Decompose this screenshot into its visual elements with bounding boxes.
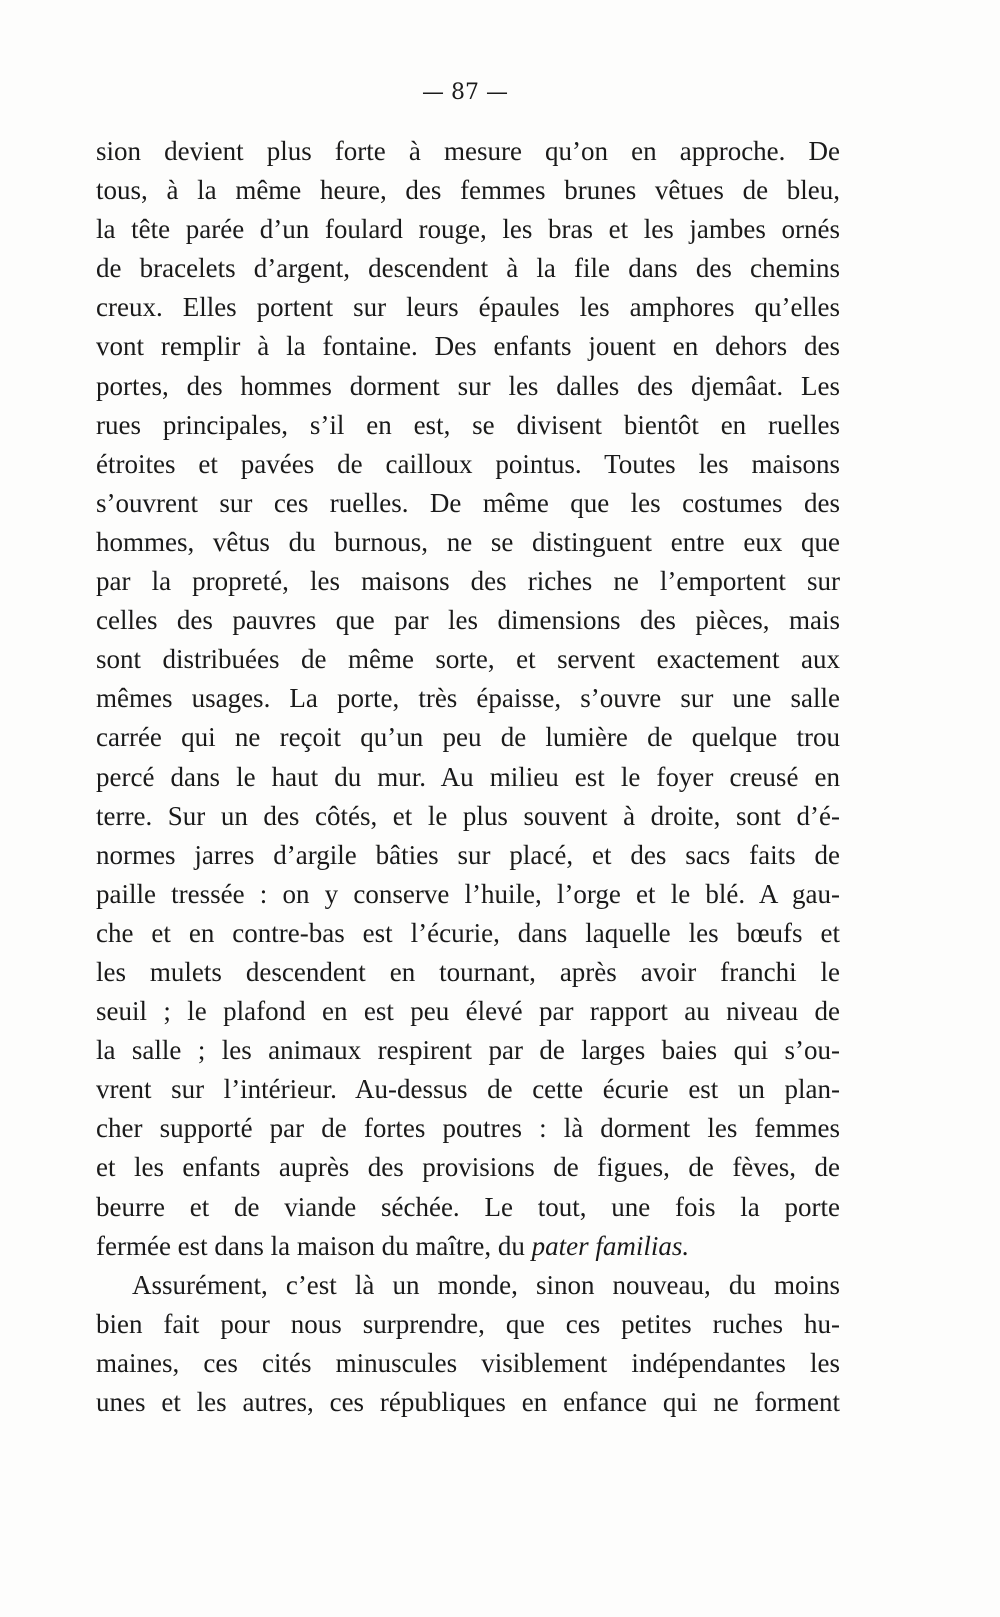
italic-phrase: pater familias.	[531, 1230, 690, 1261]
text-line: cher supporté par de fortes poutres : là dorment les femmes	[96, 1113, 840, 1144]
text-line: hommes, vêtus du burnous, ne se distinguent entre eux que	[96, 526, 840, 557]
text-line: sion devient plus forte à mesure qu’on en approche. De	[96, 136, 840, 166]
text-line: portes, des hommes dorment sur les dalles des djemâat. Les	[96, 370, 840, 401]
text-line: la tête parée d’un foulard rouge, les bras et les jambes ornés	[96, 214, 840, 245]
text-line: normes jarres d’argile bâties sur placé, et des sacs faits de	[96, 839, 840, 870]
text-fragment: fermée est dans la maison du maître, du	[96, 1230, 532, 1261]
text-line: vrent sur l’intérieur. Au-dessus de cette écurie est un plan-	[96, 1074, 840, 1105]
text-line: seuil ; le plafond en est peu élevé par rapport au niveau de	[96, 996, 840, 1027]
text-line: unes et les autres, ces républiques en enfance qui ne forment	[96, 1387, 840, 1417]
text-line: vont remplir à la fontaine. Des enfants jouent en dehors des	[96, 331, 840, 362]
text-line: carrée qui ne reçoit qu’un peu de lumière de quelque trou	[96, 722, 840, 753]
text-line	[96, 1227, 840, 1266]
text-line: Assurément, c’est là un monde, sinon nouveau, du moins	[132, 1269, 840, 1300]
text-line: et les enfants auprès des provisions de figues, de fèves, de	[96, 1152, 840, 1183]
text-line: s’ouvrent sur ces ruelles. De même que les costumes des	[96, 487, 840, 518]
text-line: de bracelets d’argent, descendent à la file dans des chemins	[96, 253, 840, 284]
text-line: paille tressée : on y conserve l’huile, l’orge et le blé. A gau-	[96, 878, 840, 909]
text-line: rues principales, s’il en est, se divisent bientôt en ruelles	[96, 409, 840, 440]
text-line: percé dans le haut du mur. Au milieu est le foyer creusé en	[96, 761, 840, 792]
text-line: les mulets descendent en tournant, après avoir franchi le	[96, 956, 840, 987]
text-line: terre. Sur un des côtés, et le plus souvent à droite, sont d’é-	[96, 800, 840, 831]
body-text	[96, 132, 840, 1422]
text-line: che et en contre-bas est l’écurie, dans laquelle les bœufs et	[96, 917, 840, 948]
text-line: par la propreté, les maisons des riches ne l’emportent sur	[96, 566, 840, 597]
page-number: — 87 —	[422, 80, 508, 105]
text-line: tous, à la même heure, des femmes brunes vêtues de bleu,	[96, 175, 840, 206]
text-line: creux. Elles portent sur leurs épaules les amphores qu’elles	[96, 292, 840, 323]
text-line: maines, ces cités minuscules visiblement indépendantes les	[96, 1347, 840, 1378]
paragraph-2	[96, 1266, 840, 1422]
text-line: bien fait pour nous surprendre, que ces petites ruches hu-	[96, 1308, 840, 1339]
text-line: mêmes usages. La porte, très épaisse, s’ouvre sur une salle	[96, 683, 840, 714]
paragraph-1	[96, 132, 840, 1266]
text-line: étroites et pavées de cailloux pointus. Toutes les maisons	[96, 448, 840, 479]
text-line: celles des pauvres que par les dimensions des pièces, mais	[96, 605, 840, 636]
text-line: la salle ; les animaux respirent par de larges baies qui s’ou-	[96, 1035, 840, 1066]
text-line: beurre et de viande séchée. Le tout, une fois la porte	[96, 1191, 840, 1222]
text-line: sont distribuées de même sorte, et servent exactement aux	[96, 644, 840, 675]
